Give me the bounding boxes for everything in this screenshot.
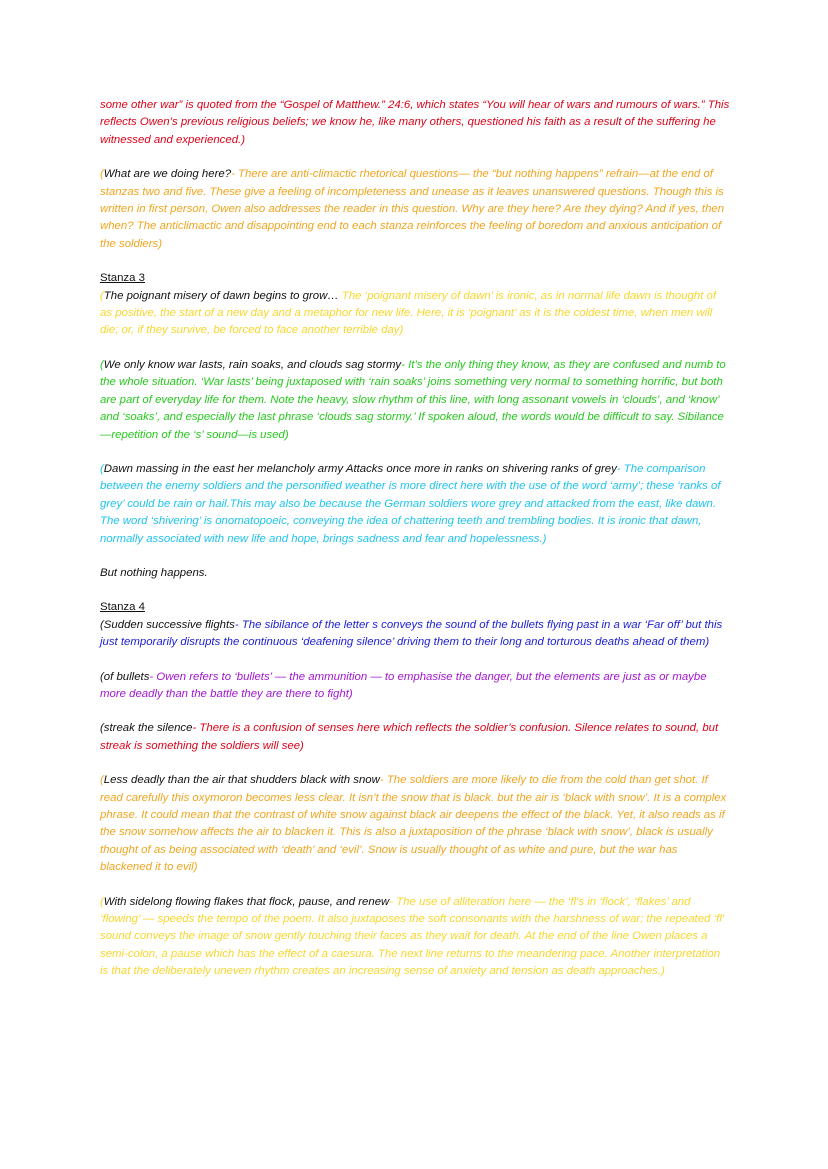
stanza4-paragraph-3 xyxy=(100,720,730,755)
stanza-3-heading: Stanza 3 xyxy=(100,272,145,285)
open-bracket: ( xyxy=(100,670,104,683)
open-bracket: ( xyxy=(100,289,104,302)
annotation-body xyxy=(100,97,730,981)
annotation-comment: - The use of alliteration here — the ‘fl’s in ‘flock’, ‘flakes’ and ‘flowing’ — speeds the tempo of the poem. It also juxtaposes the soft consonants with the harshness of war; the repeated ‘fl’ sound conveys the image of snow gently touching their faces as they wait for death. At the end of the line Owen places a semi-colon, a pause which has the effect of a caesura. The next line returns to the meandering pace. Another interpretation is that the deliberately uneven rhythm creates an increasing sense of anxiety and tension as death approaches.) xyxy=(100,895,724,978)
poem-quote: of bullets xyxy=(103,670,150,683)
poem-quote: We only know war lasts, rain soaks, and clouds sag stormy xyxy=(103,358,402,371)
open-bracket: ( xyxy=(100,358,104,371)
poem-quote: With sidelong flowing flakes that flock, pause, and renew xyxy=(103,895,390,908)
annotation-comment: - The soldiers are more likely to die from the cold than get shot. If read carefully this oxymoron becomes less clear. It isn’t the snow that is black. but the air is ‘black with snow’. It is a complex phrase. It could mean that the contrast of white snow against black air deepens the effect of the black. Yet, it also reads as if the snow somehow affects the air to blacken it. This is also a juxtaposition of the phrase ‘black with snow’, black is usually thought of as being associated with ‘death’ and ‘evil’. Snow is usually thought of as white and pure, but the war has blackened it to evil) xyxy=(100,774,727,874)
open-bracket: ( xyxy=(100,895,104,908)
intro-comment: some other war” is quoted from the “Gospel of Matthew.” 24:6, which states “You will hear of wars and rumours of wars.” This reflects Owen’s previous religious beliefs; we know he, like many others, questioned his faith as a result of the suffering he witnessed and experienced.) xyxy=(100,99,730,146)
refrain-text: But nothing happens. xyxy=(100,566,208,579)
poem-quote: Sudden successive flights xyxy=(103,618,235,631)
open-bracket: ( xyxy=(100,168,104,181)
open-bracket: ( xyxy=(100,722,104,735)
stanza4-paragraph-1 xyxy=(100,617,730,652)
poem-quote: streak the silence xyxy=(103,722,193,735)
stanza4-paragraph-2 xyxy=(100,669,730,704)
stanza-4-heading: Stanza 4 xyxy=(100,601,145,614)
stanza4-paragraph-4 xyxy=(100,772,730,876)
poem-quote: Less deadly than the air that shudders black with snow xyxy=(103,774,380,787)
annotation-comment: - Owen refers to ‘bullets’ — the ammunition — to emphasise the danger, but the elements are just as or maybe more deadly than the battle they are there to fight) xyxy=(100,670,707,700)
what-are-we-doing-paragraph xyxy=(100,166,730,253)
annotation-comment: - It’s the only thing they know, as they are confused and numb to the whole situation. ‘War lasts’ being juxtaposed with ‘rain soaks’ joins something very normal to something horrific, but both are part of everyday life for them. Note the heavy, slow rhythm of this line, with long assonant vowels in ‘clouds’, and ‘know’ and ‘soaks’, and especially the last phrase ‘clouds sag stormy.’ If spoken aloud, the words would be difficult to say. Sibilance—repetition of the ‘s’ sound—is used) xyxy=(100,358,726,441)
annotation-comment: - There are anti-climactic rhetorical questions— the “but nothing happens” refrain—at the end of stanzas two and five. These give a feeling of incompleteness and unease as it leaves unanswered questions. Though this is written in first person, Owen also addresses the reader in this question. Why are they here? Are they dying? And if yes, then when? The anticlimactic and disappointing end to each stanza reinforces the feeling of boredom and anxious anticipation of the soldiers) xyxy=(100,168,725,250)
stanza3-paragraph-2 xyxy=(100,357,730,444)
poem-quote: The poignant misery of dawn begins to grow… xyxy=(103,289,339,302)
open-bracket: ( xyxy=(100,774,104,787)
stanza3-paragraph-1 xyxy=(100,288,730,340)
annotation-comment: - The comparison between the enemy soldiers and the personified weather is more direct here with the use of the word ‘army’; these ‘ranks of grey’ could be rain or hail.This may also be because the German soldiers wore grey and attacked from the east, like dawn. The word ‘shivering’ is onomatopoeic, conveying the idea of chattering teeth and trembling bodies. It is ironic that dawn, normally associated with new life and hope, brings sadness and fear and hopelessness.) xyxy=(100,462,721,545)
intro-paragraph xyxy=(100,97,730,149)
annotation-comment: - The sibilance of the letter s conveys the sound of the bullets flying past in a war ‘Far off’ but this just temporarily disrupts the continuous ‘deafening silence’ driving them to their long and torturous deaths ahead of them) xyxy=(100,618,723,649)
stanza3-paragraph-3 xyxy=(100,461,730,548)
annotation-comment: - There is a confusion of senses here which reflects the soldier’s confusion. Silence relates to sound, but streak is something the soldiers will see) xyxy=(100,722,719,752)
stanza3-refrain xyxy=(100,565,730,582)
open-bracket: ( xyxy=(100,618,104,631)
open-bracket: ( xyxy=(100,462,104,475)
stanza4-paragraph-5 xyxy=(100,894,730,981)
poem-quote: Dawn massing in the east her melancholy army Attacks once more in ranks on shivering ranks of grey xyxy=(103,462,617,475)
annotation-comment: The ‘poignant misery of dawn’ is ironic, as in normal life dawn is thought of as positive, the start of a new day and a metaphor for new life. Here, it is ‘poignant’ as it is the coldest time, when men will die; or, if they survive, be forced to face another terrible day) xyxy=(100,289,717,337)
poem-quote: What are we doing here? xyxy=(103,168,232,181)
